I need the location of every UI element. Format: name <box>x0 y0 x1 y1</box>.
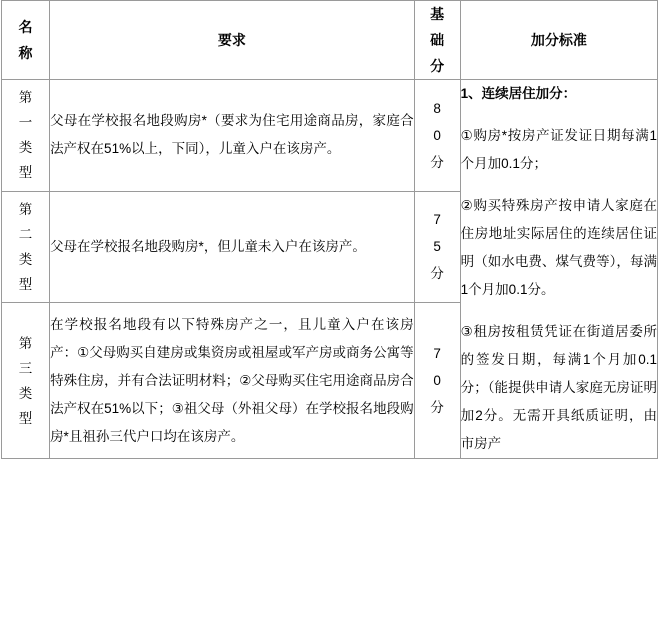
table-row <box>2 80 658 192</box>
header-base-char-1: 基 <box>430 6 445 22</box>
row-1-type-label <box>2 80 50 192</box>
row-2-type-label <box>2 191 50 303</box>
row-1-base-char-1: 8 <box>433 100 441 116</box>
scoring-rule-item-1: ①购房*按房产证发证日期每满1个月加0.1分； <box>460 128 657 171</box>
row-3-type-char-3: 类 <box>18 385 33 401</box>
row-3-type-char-4: 型 <box>18 410 33 426</box>
row-3-base-char-1: 7 <box>433 346 441 362</box>
row-3-requirement: 在学校报名地段有以下特殊房产之一，且儿童入户在该房产：①父母购买自建房或集资房或祖屋或军产房或商务公寓等特殊住房，并有合法证明材料；②父母购买住宅用途商品房合法产权在51%以下；③祖父母（外祖父母）在学校报名地段购房*且祖孙三代户口均在该房产。 <box>50 303 415 459</box>
row-3-base-char-3: 分 <box>430 400 444 416</box>
row-3-type-char-1: 第 <box>18 335 33 351</box>
scoring-rule-title: 1、连续居住加分： <box>460 86 577 101</box>
header-requirement: 要求 <box>50 1 415 80</box>
header-base-char-3: 分 <box>430 58 445 74</box>
table-header-row <box>2 1 658 80</box>
row-1-base-char-3: 分 <box>430 154 444 170</box>
row-1-type-char-3: 类 <box>18 140 33 156</box>
row-3-base-char-2: 0 <box>433 373 441 389</box>
scoring-rule-item-3: ③租房按租赁凭证在街道居委所的签发日期，每满1个月加0.1分；（能提供申请人家庭无房证明加2分。无需开具纸质证明，由市房产 <box>460 324 657 451</box>
score-standard-table <box>1 0 658 459</box>
header-name-char-2: 称 <box>18 45 33 61</box>
row-2-requirement: 父母在学校报名地段购房*，但儿童未入户在该房产。 <box>50 191 415 303</box>
row-3-base-score <box>414 303 460 459</box>
scoring-rule-item-2: ②购买特殊房产按申请人家庭在住房地址实际居住的连续居住证明（如水电费、煤气费等），每满1个月加0.1分。 <box>460 198 657 297</box>
row-3-type-char-2: 三 <box>18 360 33 376</box>
row-1-requirement: 父母在学校报名地段购房*（要求为住宅用途商品房，家庭合法产权在51%以上，下同），儿童入户在该房产。 <box>50 80 415 192</box>
header-scoring-rule: 加分标准 <box>460 1 657 80</box>
row-2-base-char-1: 7 <box>433 212 441 228</box>
row-2-type-char-2: 二 <box>18 226 33 242</box>
row-1-base-score <box>414 80 460 192</box>
row-1-base-char-2: 0 <box>433 127 441 143</box>
row-2-base-char-3: 分 <box>430 266 444 282</box>
row-1-type-char-1: 第 <box>18 90 33 106</box>
header-name <box>2 1 50 80</box>
row-2-type-char-1: 第 <box>18 201 33 217</box>
row-2-type-char-4: 型 <box>18 276 33 292</box>
header-name-char-1: 名 <box>18 19 33 35</box>
row-2-base-char-2: 5 <box>433 239 441 255</box>
scoring-rule-cell <box>460 80 657 459</box>
row-3-type-label <box>2 303 50 459</box>
row-2-base-score <box>414 191 460 303</box>
row-1-type-char-4: 型 <box>18 165 33 181</box>
header-base-score <box>414 1 460 80</box>
row-1-type-char-2: 一 <box>18 115 33 131</box>
header-base-char-2: 础 <box>430 32 445 48</box>
row-2-type-char-3: 类 <box>18 251 33 267</box>
